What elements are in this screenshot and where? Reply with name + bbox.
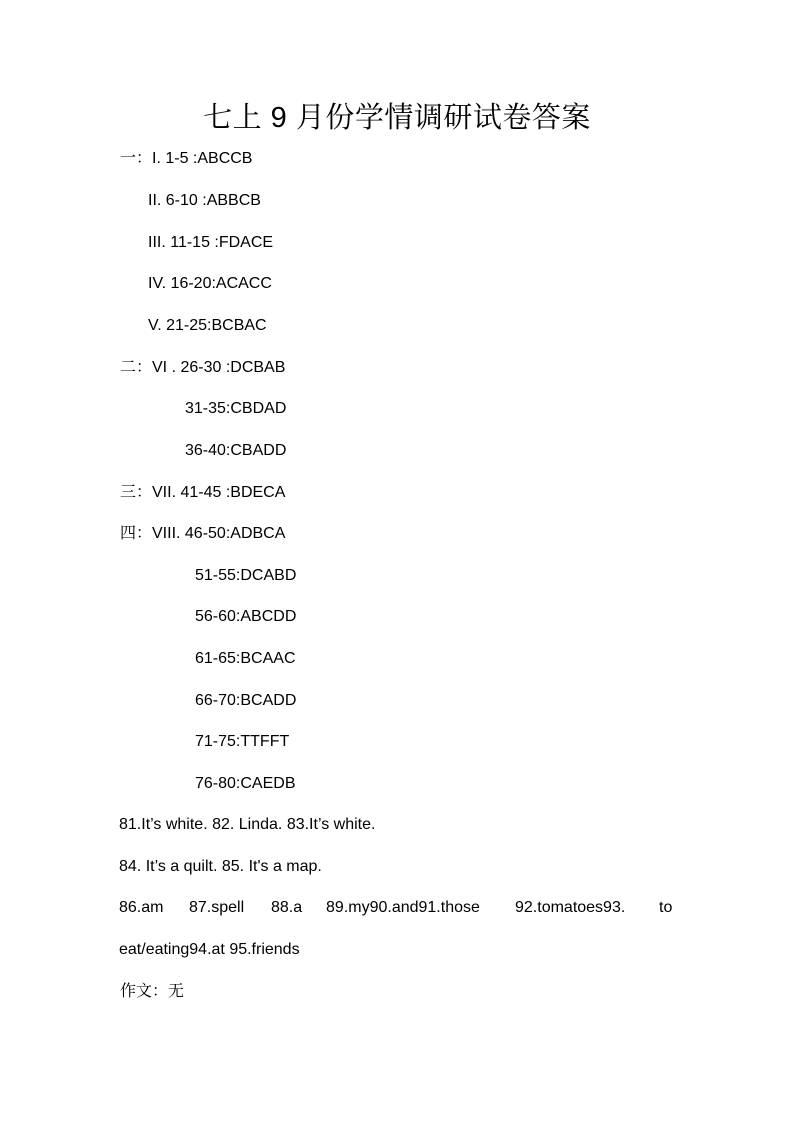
section-2-line-1: 二：VI . 26-30 :DCBAB (120, 359, 286, 376)
section-3-line-1: 三：VII. 41-45 :BDECA (120, 484, 286, 501)
section-4-line-4: 61-65:BCAAC (195, 650, 296, 667)
section-1-line-5: V. 21-25:BCBAC (148, 317, 267, 334)
composition-line: 作文：无 (120, 983, 185, 1000)
answer-93-to: to (659, 899, 673, 916)
answer-89-91: 89.my90.and91.those (326, 899, 480, 916)
section-1-line-2: II. 6-10 :ABBCB (148, 192, 261, 209)
answers-93-95: eat/eating94.at 95.friends (119, 941, 300, 958)
answer-88: 88.a (271, 899, 303, 916)
section-4-line-7: 76-80:CAEDB (195, 775, 296, 792)
answer-86: 86.am (119, 899, 164, 916)
section-4-line-3: 56-60:ABCDD (195, 608, 297, 625)
section-4-line-5: 66-70:BCADD (195, 692, 297, 709)
answer-87: 87.spell (189, 899, 245, 916)
section-4-line-1: 四：VIII. 46-50:ADBCA (120, 525, 286, 542)
section-2-line-2: 31-35:CBDAD (185, 400, 287, 417)
section-4-line-2: 51-55:DCABD (195, 567, 297, 584)
section-1-line-4: IV. 16-20:ACACC (148, 275, 272, 292)
section-1-line-1: 一：I. 1-5 :ABCCB (120, 150, 253, 167)
section-1-line-3: III. 11-15 :FDACE (148, 234, 274, 251)
answers-84-85: 84. It’s a quilt. 85. It's a map. (119, 858, 322, 875)
page-title: 七上 9 月份学情调研试卷答案 (203, 102, 591, 134)
answers-86-93-row (119, 897, 675, 919)
section-2-line-3: 36-40:CBADD (185, 442, 287, 459)
answers-81-83: 81.It’s white. 82. Linda. 83.It’s white. (119, 816, 376, 833)
answer-92-93: 92.tomatoes93. (515, 899, 626, 916)
section-4-line-6: 71-75:TTFFT (195, 733, 290, 750)
